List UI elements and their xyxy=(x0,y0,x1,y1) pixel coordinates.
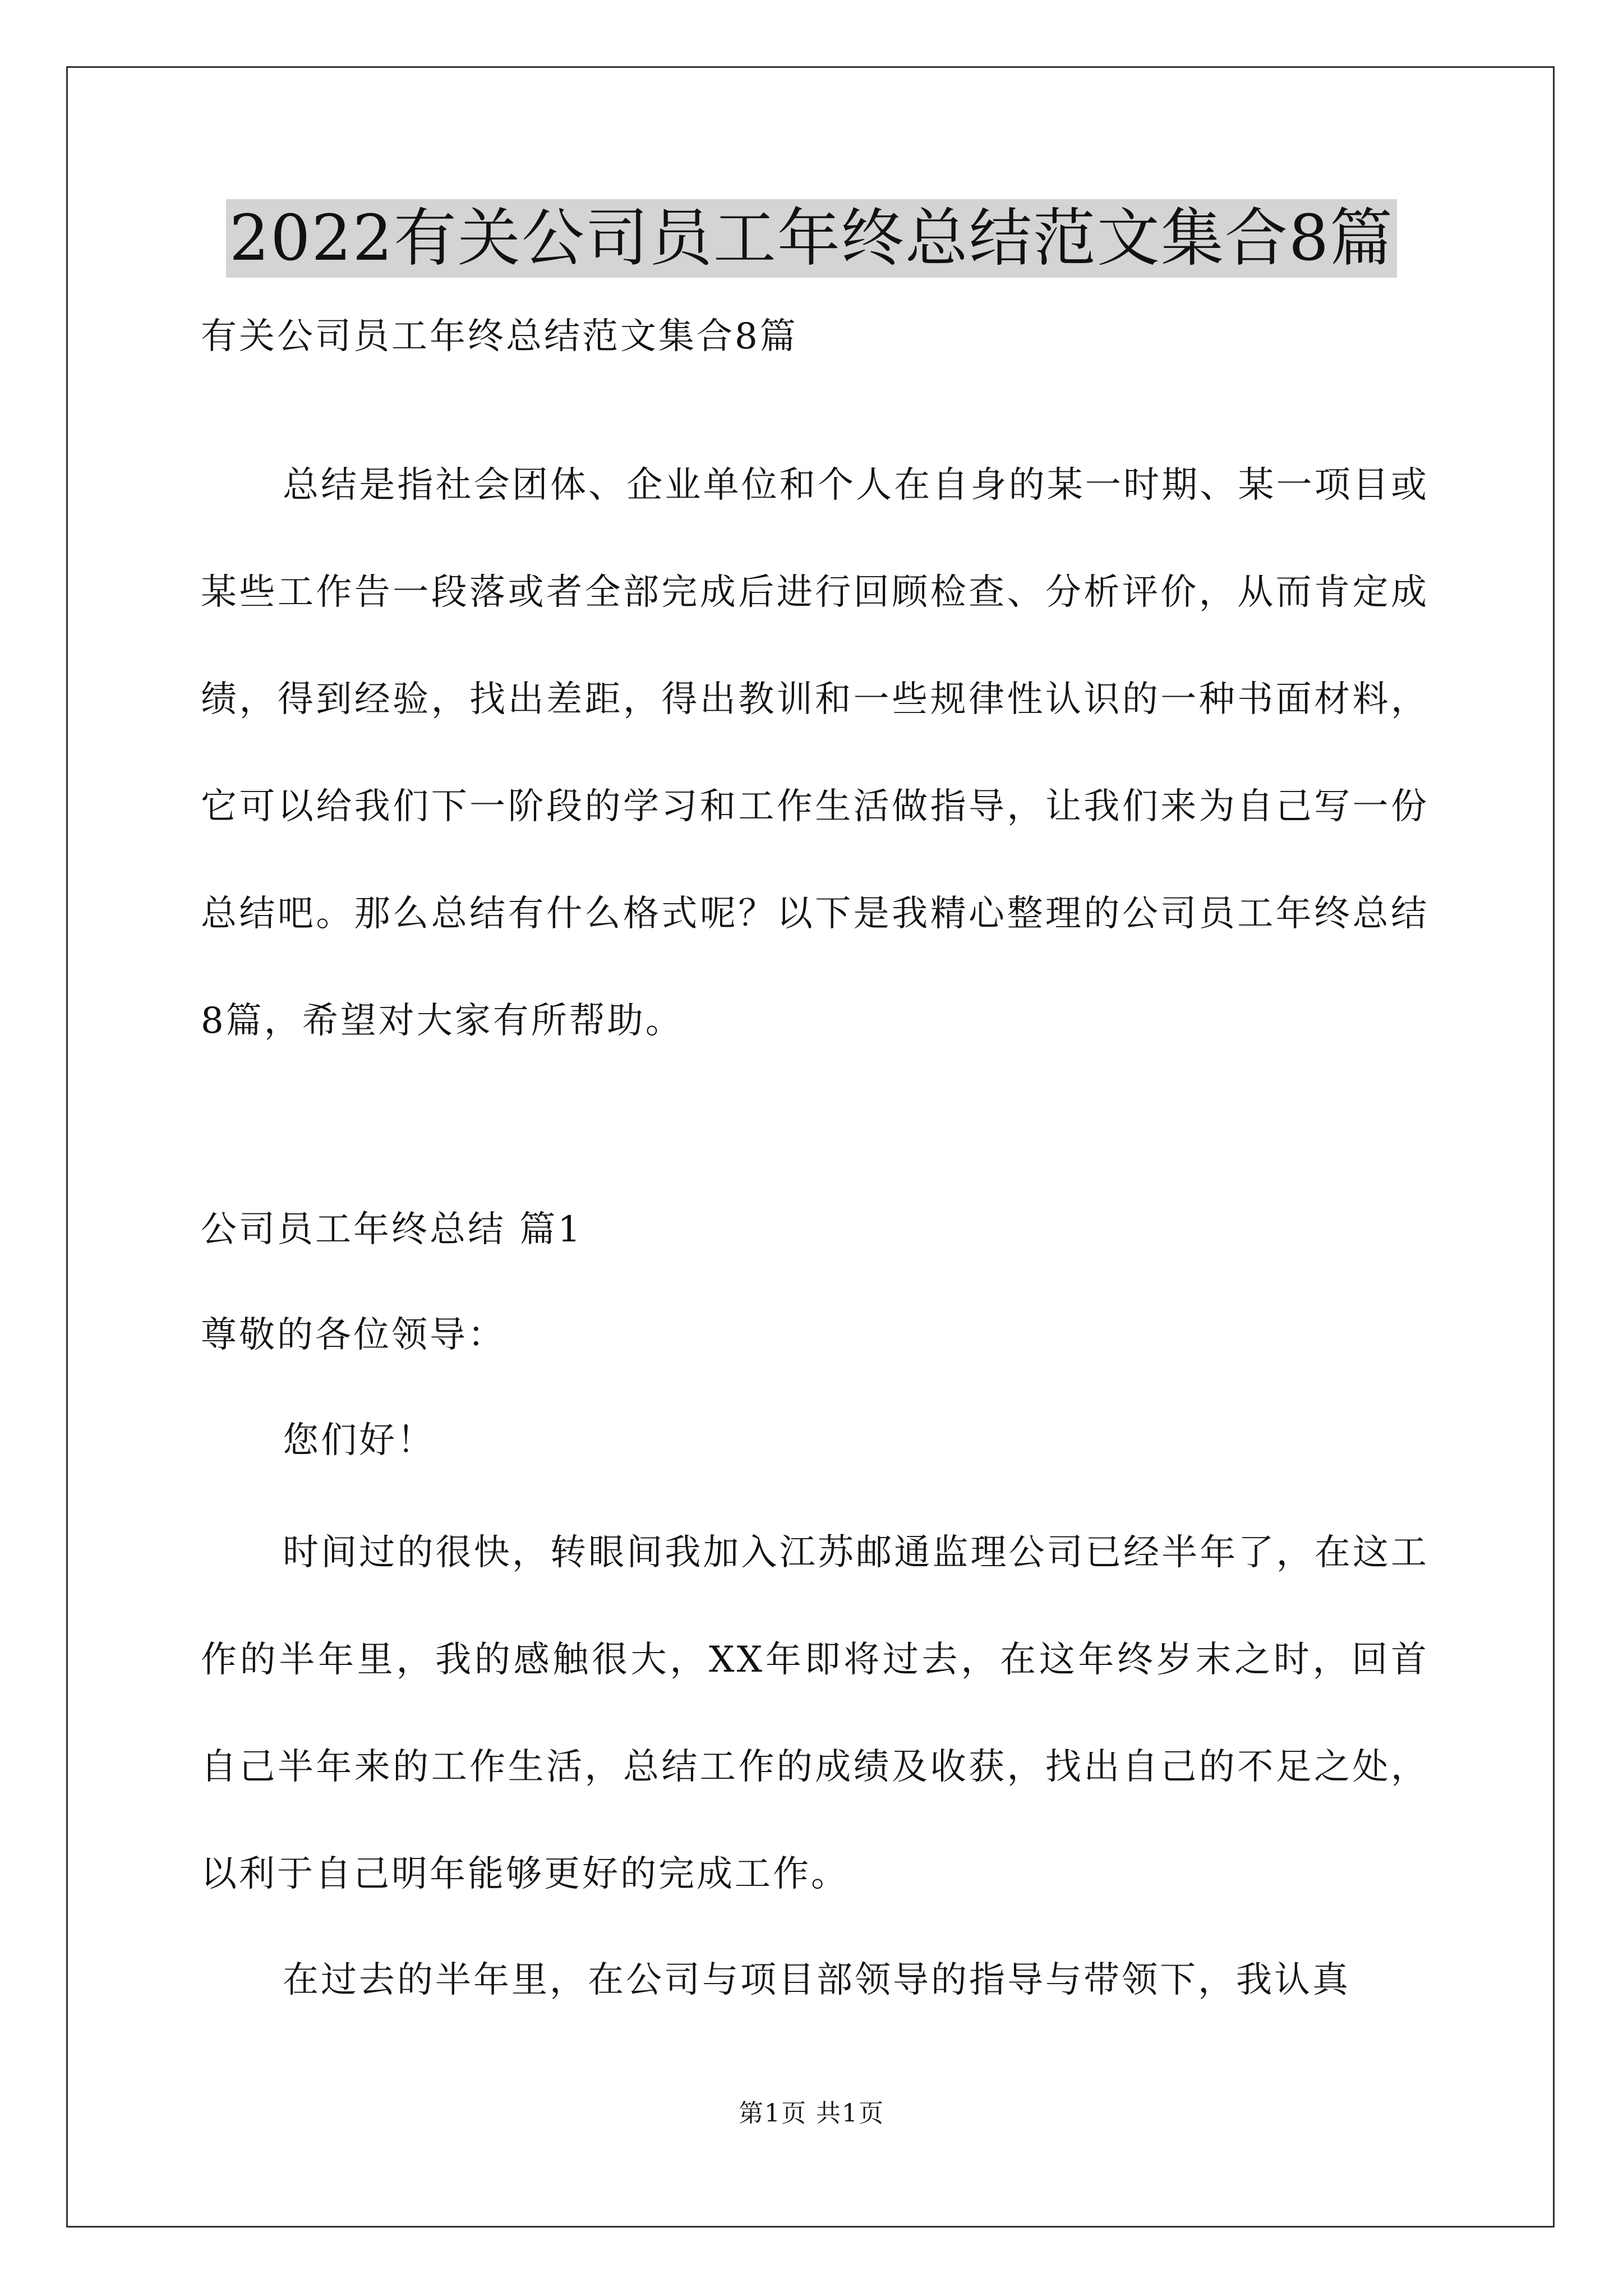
intro-paragraph: 总结是指社会团体、企业单位和个人在自身的某一时期、某一项目或某些工作告一段落或者全部完成后进行回顾检查、分析评价，从而肯定成绩，得到经验，找出差距，得出教训和一些规律性认识的一种书面材料，它可以给我们下一阶段的学习和工作生活做指导，让我们来为自己写一份总结吧。那么总结有什么格式呢？以下是我精心整理的公司员工年终总结8篇，希望对大家有所帮助。 xyxy=(201,464,1429,1042)
document-title: 2022有关公司员工年终总结范文集合8篇 xyxy=(226,199,1397,278)
document-subtitle: 有关公司员工年终总结范文集合8篇 xyxy=(201,316,798,357)
greeting: 您们好！ xyxy=(283,1420,435,1461)
salutation: 尊敬的各位领导： xyxy=(201,1314,506,1356)
page-footer: 第1页 共1页 xyxy=(739,2099,884,2128)
body-paragraph-1: 时间过的很快，转眼间我加入江苏邮通监理公司已经半年了，在这工作的半年里，我的感触很大，XX年即将过去，在这年终岁末之时，回首自己半年来的工作生活，总结工作的成绩及收获，找出自己的不足之处，以利于自己明年能够更好的完成工作。 xyxy=(201,1532,1429,1895)
title-container xyxy=(0,199,1623,278)
section-heading: 公司员工年终总结 篇1 xyxy=(201,1209,583,1250)
body-paragraph-2: 在过去的半年里，在公司与项目部领导的指导与带领下，我认真 xyxy=(283,1959,1350,2001)
